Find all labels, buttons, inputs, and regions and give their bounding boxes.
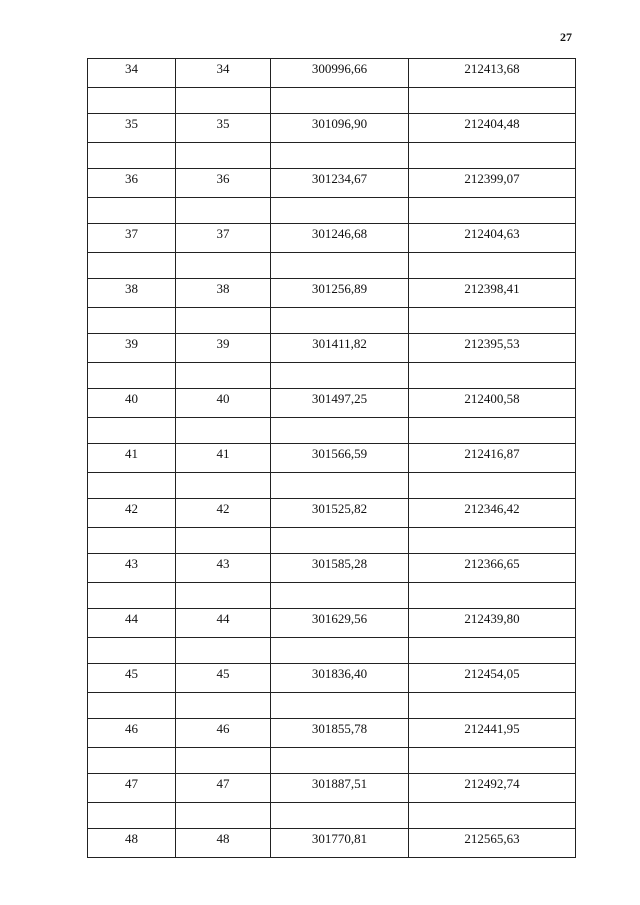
point-number-cell: 38 <box>88 279 176 308</box>
table-row <box>88 664 576 693</box>
empty-row <box>88 638 576 664</box>
empty-cell <box>409 638 576 664</box>
table-row <box>88 774 576 803</box>
x-coordinate-cell: 301887,51 <box>271 774 409 803</box>
empty-cell <box>409 693 576 719</box>
empty-cell <box>271 748 409 774</box>
empty-cell <box>271 143 409 169</box>
x-coordinate-cell: 301411,82 <box>271 334 409 363</box>
point-index-cell: 40 <box>176 389 271 418</box>
table-row <box>88 389 576 418</box>
x-coordinate-cell: 301629,56 <box>271 609 409 638</box>
x-coordinate-cell: 301256,89 <box>271 279 409 308</box>
table-row <box>88 609 576 638</box>
point-number-cell: 42 <box>88 499 176 528</box>
table-body <box>88 59 576 858</box>
empty-cell <box>176 88 271 114</box>
point-number-cell: 39 <box>88 334 176 363</box>
empty-cell <box>88 693 176 719</box>
empty-cell <box>176 803 271 829</box>
x-coordinate-cell: 300996,66 <box>271 59 409 88</box>
point-index-cell: 44 <box>176 609 271 638</box>
point-index-cell: 39 <box>176 334 271 363</box>
x-coordinate-cell: 301497,25 <box>271 389 409 418</box>
empty-cell <box>409 583 576 609</box>
empty-cell <box>88 88 176 114</box>
y-coordinate-cell: 212404,48 <box>409 114 576 143</box>
empty-row <box>88 473 576 499</box>
point-number-cell: 41 <box>88 444 176 473</box>
empty-row <box>88 253 576 279</box>
empty-cell <box>271 363 409 389</box>
y-coordinate-cell: 212400,58 <box>409 389 576 418</box>
point-number-cell: 36 <box>88 169 176 198</box>
empty-cell <box>176 693 271 719</box>
empty-row <box>88 418 576 444</box>
point-index-cell: 45 <box>176 664 271 693</box>
empty-cell <box>409 88 576 114</box>
table-row <box>88 499 576 528</box>
point-index-cell: 43 <box>176 554 271 583</box>
y-coordinate-cell: 212399,07 <box>409 169 576 198</box>
point-index-cell: 47 <box>176 774 271 803</box>
y-coordinate-cell: 212404,63 <box>409 224 576 253</box>
empty-cell <box>409 473 576 499</box>
point-number-cell: 40 <box>88 389 176 418</box>
empty-cell <box>88 363 176 389</box>
y-coordinate-cell: 212398,41 <box>409 279 576 308</box>
point-index-cell: 42 <box>176 499 271 528</box>
x-coordinate-cell: 301566,59 <box>271 444 409 473</box>
empty-cell <box>88 638 176 664</box>
y-coordinate-cell: 212439,80 <box>409 609 576 638</box>
table-row <box>88 719 576 748</box>
empty-cell <box>176 748 271 774</box>
empty-cell <box>176 638 271 664</box>
table-row <box>88 829 576 858</box>
x-coordinate-cell: 301770,81 <box>271 829 409 858</box>
y-coordinate-cell: 212565,63 <box>409 829 576 858</box>
y-coordinate-cell: 212441,95 <box>409 719 576 748</box>
empty-cell <box>271 253 409 279</box>
empty-cell <box>409 748 576 774</box>
empty-cell <box>176 198 271 224</box>
point-number-cell: 43 <box>88 554 176 583</box>
empty-row <box>88 308 576 334</box>
empty-cell <box>176 253 271 279</box>
empty-cell <box>176 473 271 499</box>
y-coordinate-cell: 212413,68 <box>409 59 576 88</box>
table-row <box>88 444 576 473</box>
empty-cell <box>88 308 176 334</box>
empty-row <box>88 528 576 554</box>
empty-cell <box>88 528 176 554</box>
empty-cell <box>88 418 176 444</box>
empty-cell <box>88 143 176 169</box>
point-index-cell: 37 <box>176 224 271 253</box>
empty-cell <box>88 748 176 774</box>
y-coordinate-cell: 212492,74 <box>409 774 576 803</box>
table-row <box>88 114 576 143</box>
point-number-cell: 37 <box>88 224 176 253</box>
table-row <box>88 59 576 88</box>
y-coordinate-cell: 212346,42 <box>409 499 576 528</box>
empty-row <box>88 583 576 609</box>
empty-row <box>88 748 576 774</box>
point-number-cell: 35 <box>88 114 176 143</box>
x-coordinate-cell: 301585,28 <box>271 554 409 583</box>
point-number-cell: 34 <box>88 59 176 88</box>
x-coordinate-cell: 301525,82 <box>271 499 409 528</box>
empty-cell <box>271 528 409 554</box>
empty-row <box>88 693 576 719</box>
empty-cell <box>88 803 176 829</box>
empty-cell <box>409 198 576 224</box>
table-row <box>88 169 576 198</box>
x-coordinate-cell: 301855,78 <box>271 719 409 748</box>
x-coordinate-cell: 301836,40 <box>271 664 409 693</box>
page-number: 27 <box>560 30 572 44</box>
table-row <box>88 279 576 308</box>
empty-cell <box>409 418 576 444</box>
empty-cell <box>271 693 409 719</box>
empty-row <box>88 363 576 389</box>
point-index-cell: 38 <box>176 279 271 308</box>
y-coordinate-cell: 212395,53 <box>409 334 576 363</box>
y-coordinate-cell: 212366,65 <box>409 554 576 583</box>
point-index-cell: 36 <box>176 169 271 198</box>
empty-cell <box>271 638 409 664</box>
point-number-cell: 45 <box>88 664 176 693</box>
empty-cell <box>409 143 576 169</box>
x-coordinate-cell: 301234,67 <box>271 169 409 198</box>
empty-cell <box>271 88 409 114</box>
empty-cell <box>176 143 271 169</box>
table-row <box>88 224 576 253</box>
empty-cell <box>271 803 409 829</box>
point-number-cell: 44 <box>88 609 176 638</box>
empty-cell <box>176 363 271 389</box>
empty-cell <box>176 528 271 554</box>
empty-cell <box>88 583 176 609</box>
point-number-cell: 46 <box>88 719 176 748</box>
point-index-cell: 46 <box>176 719 271 748</box>
coordinates-table <box>87 58 576 858</box>
point-index-cell: 35 <box>176 114 271 143</box>
empty-cell <box>176 418 271 444</box>
empty-cell <box>88 473 176 499</box>
point-number-cell: 47 <box>88 774 176 803</box>
empty-cell <box>176 583 271 609</box>
empty-row <box>88 88 576 114</box>
empty-row <box>88 803 576 829</box>
table-row <box>88 554 576 583</box>
empty-cell <box>271 198 409 224</box>
x-coordinate-cell: 301246,68 <box>271 224 409 253</box>
empty-cell <box>271 308 409 334</box>
empty-row <box>88 198 576 224</box>
empty-cell <box>176 308 271 334</box>
empty-cell <box>271 418 409 444</box>
empty-row <box>88 143 576 169</box>
empty-cell <box>271 583 409 609</box>
point-index-cell: 41 <box>176 444 271 473</box>
table-row <box>88 334 576 363</box>
empty-cell <box>409 308 576 334</box>
empty-cell <box>409 363 576 389</box>
y-coordinate-cell: 212416,87 <box>409 444 576 473</box>
empty-cell <box>271 473 409 499</box>
empty-cell <box>88 253 176 279</box>
point-index-cell: 34 <box>176 59 271 88</box>
empty-cell <box>88 198 176 224</box>
point-number-cell: 48 <box>88 829 176 858</box>
x-coordinate-cell: 301096,90 <box>271 114 409 143</box>
y-coordinate-cell: 212454,05 <box>409 664 576 693</box>
empty-cell <box>409 253 576 279</box>
empty-cell <box>409 528 576 554</box>
point-index-cell: 48 <box>176 829 271 858</box>
empty-cell <box>409 803 576 829</box>
